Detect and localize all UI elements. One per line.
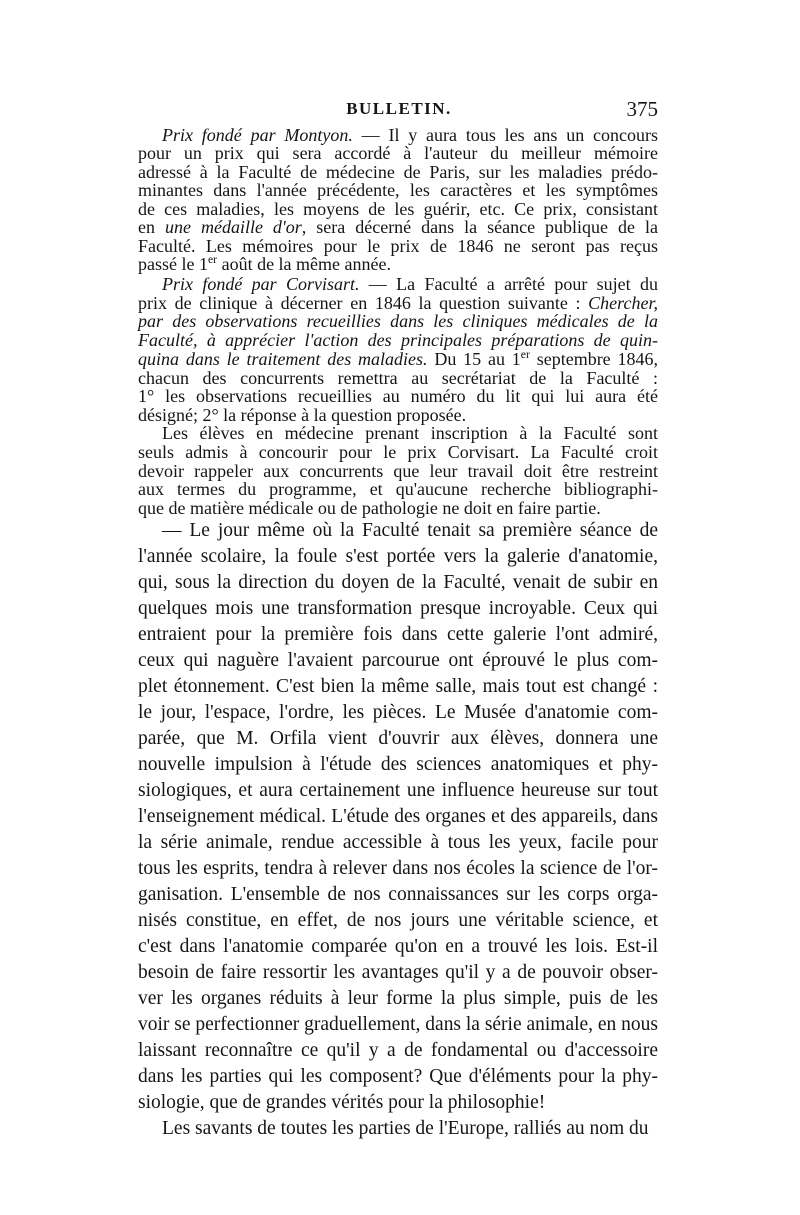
text-run: ganisation. L'ensemble de nos connaissances sur les corps orga- [138, 884, 658, 905]
text-line [138, 255, 658, 273]
text-line [138, 754, 658, 776]
text-line [138, 462, 658, 480]
text-line [138, 962, 658, 984]
text-run: — Il y aura tous les ans un concours [352, 125, 658, 145]
text-line [138, 312, 658, 330]
text-line [138, 832, 658, 854]
text-run: entraient pour la première fois dans cette galerie l'ont admiré, [138, 624, 658, 645]
text-line [138, 1040, 658, 1062]
text-run: nisés constitue, en effet, de nos jours une véritable science, et [138, 910, 658, 931]
text-line [138, 163, 658, 181]
text-run: , sera décerné dans la séance publique de la [301, 217, 658, 237]
text-run: siologiques, et aura certainement une influence heureuse sur tout [138, 780, 658, 801]
text-run: en [138, 217, 165, 237]
text-run: par des observations recueillies dans les cliniques médicales de la [138, 311, 658, 331]
text-line [138, 1066, 658, 1088]
text-line [138, 1118, 658, 1140]
text-line [138, 520, 658, 542]
text-run: Chercher, [588, 293, 658, 313]
text-line [138, 884, 658, 906]
text-line [138, 294, 658, 312]
text-run: Faculté. Les mémoires pour le prix de 1846 ne seront pas reçus [138, 236, 658, 256]
text-run: siologie, que de grandes vérités pour la philosophie! [138, 1092, 546, 1113]
text-run: Faculté, à apprécier l'action des principales préparations de quin- [138, 330, 658, 350]
text-run: laissant reconnaître ce qu'il y a de fondamental ou d'accessoire [138, 1040, 658, 1061]
text-line [138, 572, 658, 594]
text-line [138, 218, 658, 236]
page-number: 375 [626, 97, 658, 121]
text-line [138, 387, 658, 405]
text-run: passé le 1 [138, 254, 208, 274]
text-run: Prix fondé par Corvisart. [162, 274, 360, 294]
text-line [138, 624, 658, 646]
text-line [138, 1092, 658, 1114]
text-line [138, 443, 658, 461]
text-run: 1° les observations recueillies au numéro du lit qui lui aura été [138, 386, 658, 406]
text-line [138, 650, 658, 672]
text-run: quina dans le traitement des maladies. [138, 349, 428, 369]
text-line [138, 144, 658, 162]
text-line [138, 369, 658, 387]
text-run: c'est dans l'anatomie comparée qu'on en a trouvé les lois. Est-il [138, 936, 658, 957]
text-line [138, 499, 658, 517]
text-run: er [207, 253, 218, 266]
text-line [138, 702, 658, 724]
text-run: Du 15 au 1 [427, 349, 521, 369]
text-line [138, 858, 658, 880]
text-run: seuls admis à concourir pour le prix Corvisart. La Faculté croit [138, 442, 658, 462]
text-run: septembre 1846, [529, 349, 658, 369]
text-run: Prix fondé par Montyon. [162, 125, 353, 145]
text-run: besoin de faire ressortir les avantages qu'il y a de pouvoir obser- [138, 962, 658, 983]
text-run: l'enseignement médical. L'étude des organes et des appareils, dans [138, 806, 658, 827]
text-run: désigné; 2° la réponse à la question proposée. [138, 405, 467, 425]
text-run: Les élèves en médecine prenant inscription à la Faculté sont [162, 423, 658, 443]
text-run: adressé à la Faculté de médecine de Paris, sur les maladies prédo- [138, 162, 658, 182]
text-run: parée, que M. Orfila vient d'ouvrir aux élèves, donnera une [138, 728, 658, 749]
text-line [138, 406, 658, 424]
text-run: la série animale, rendue accessible à tous les yeux, facile pour [138, 832, 658, 853]
text-line [138, 546, 658, 568]
text-line [138, 126, 658, 144]
text-line [138, 480, 658, 498]
text-line [138, 181, 658, 199]
text-line [138, 200, 658, 218]
text-line [138, 331, 658, 349]
text-line [138, 988, 658, 1010]
text-run: plet étonnement. C'est bien la même salle, mais tout est changé : [138, 676, 658, 697]
text-run: ver les organes réduits à leur forme la plus simple, puis de les [138, 988, 658, 1009]
text-run: minantes dans l'année précédente, les caractères et les symptômes [138, 180, 658, 200]
text-run: devoir rappeler aux concurrents que leur travail doit être restreint [138, 461, 658, 481]
text-run: ceux qui naguère l'avaient parcourue ont éprouvé le plus com- [138, 650, 658, 671]
text-line [138, 780, 658, 802]
text-line [138, 275, 658, 293]
text-line [138, 350, 658, 368]
text-run: pour un prix qui sera accordé à l'auteur du meilleur mémoire [138, 143, 658, 163]
text-run: aux termes du programme, et qu'aucune recherche bibliographi- [138, 479, 658, 499]
running-head: BULLETIN. [346, 99, 452, 118]
text-line [138, 424, 658, 442]
text-run: dans les parties qui les composent? Que d'éléments pour la phy- [138, 1066, 658, 1087]
page-header [140, 99, 658, 123]
text-line [138, 936, 658, 958]
text-run: er [520, 348, 530, 361]
text-run: que de matière médicale ou de pathologie ne doit en faire partie. [138, 498, 601, 518]
text-line [138, 806, 658, 828]
text-run: voir se perfectionner graduellement, dans la série animale, en nous [138, 1014, 658, 1035]
text-run: — Le jour même où la Faculté tenait sa première séance de [162, 520, 658, 541]
text-run: le jour, l'espace, l'ordre, les pièces. Le Musée d'anatomie com- [138, 702, 658, 723]
text-run: chacun des concurrents remettra au secrétariat de la Faculté : [138, 368, 658, 388]
text-run: qui, sous la direction du doyen de la Faculté, venait de subir en [138, 572, 658, 593]
text-run: l'année scolaire, la foule s'est portée vers la galerie d'anatomie, [138, 546, 658, 567]
text-run: une médaille d'or [164, 217, 302, 237]
text-line [138, 910, 658, 932]
text-line [138, 1014, 658, 1036]
text-run: prix de clinique à décerner en 1846 la question suivante : [138, 293, 589, 313]
text-run: — La Faculté a arrêté pour sujet du [359, 274, 658, 294]
text-run: nouvelle impulsion à l'étude des sciences anatomiques et phy- [138, 754, 658, 775]
text-run: tous les esprits, tendra à relever dans nos écoles la science de l'or- [138, 858, 658, 879]
text-line [138, 598, 658, 620]
text-run: de ces maladies, les moyens de les guérir, etc. Ce prix, consistant [138, 199, 658, 219]
text-line [138, 728, 658, 750]
text-run: quelques mois une transformation presque incroyable. Ceux qui [138, 598, 658, 619]
text-run: août de la même année. [217, 254, 391, 274]
text-line [138, 676, 658, 698]
text-run: Les savants de toutes les parties de l'Europe, ralliés au nom du [162, 1118, 649, 1139]
